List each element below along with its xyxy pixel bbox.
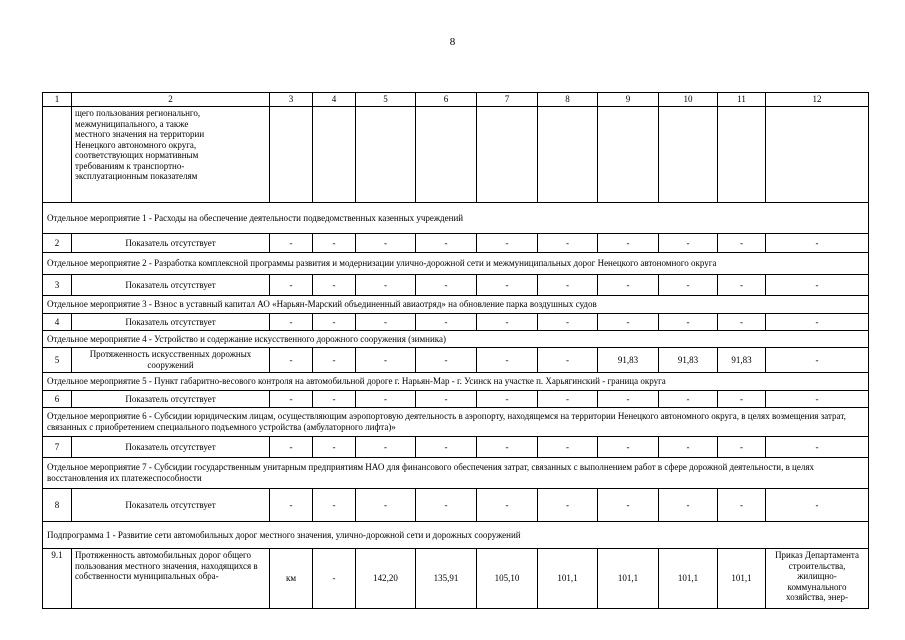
row-number: 7 <box>43 437 72 458</box>
indicator-name: Показатель отсутствует <box>72 391 270 408</box>
value-cell: - <box>416 489 477 522</box>
value-cell: - <box>416 275 477 296</box>
value-cell: - <box>598 275 659 296</box>
header-cell: 12 <box>766 93 869 107</box>
event-title: Отдельное мероприятие 6 - Субсидии юридическим лицам, осуществляющим аэропортовую деятельность в аэропорту, находящемся на территории Ненецкого автономного округа, в целях возмещения затрат, связанных с приобретением специального подъемного устройства (амбулаторного лифта)» <box>43 408 869 437</box>
value-cell: - <box>538 391 598 408</box>
row-number-cell <box>43 107 72 203</box>
empty-cell <box>718 107 766 203</box>
indicator-row <box>43 348 869 373</box>
value-cell: - <box>598 234 659 253</box>
value-cell: - <box>538 314 598 331</box>
event-title-row <box>43 331 869 348</box>
value-cell: - <box>313 314 356 331</box>
value-cell: - <box>416 391 477 408</box>
empty-cell <box>356 107 416 203</box>
row-number: 9.1 <box>43 549 72 609</box>
indicator-row <box>43 489 869 522</box>
value-cell: - <box>598 314 659 331</box>
header-row <box>43 93 869 107</box>
event-title-row <box>43 373 869 391</box>
value-cell: - <box>477 391 538 408</box>
row-number: 6 <box>43 391 72 408</box>
indicator-name: Протяженность автомобильных дорог общего пользования местного значения, находящихся в собственности муниципальных обра- <box>72 549 270 609</box>
value-cell: - <box>416 348 477 373</box>
indicator-name-line: местного значения на территории <box>75 129 205 140</box>
value-cell: - <box>659 391 718 408</box>
event-title: Отдельное мероприятие 2 - Разработка комплексной программы развития и модернизации улично-дорожной сети и межмуниципальных дорог Ненецкого автономного округа <box>43 253 869 275</box>
subprogram-title-row <box>43 522 869 549</box>
value-cell: - <box>313 437 356 458</box>
value-cell: - <box>270 489 313 522</box>
indicator-name-line: требованиям к транспортно- <box>75 160 185 171</box>
value-cell: 101,1 <box>718 549 766 609</box>
value-cell: - <box>356 489 416 522</box>
value-cell: - <box>477 314 538 331</box>
value-cell: 101,1 <box>598 549 659 609</box>
row-number: 2 <box>43 234 72 253</box>
value-cell: - <box>270 234 313 253</box>
value-cell: 101,1 <box>538 549 598 609</box>
event-title-row <box>43 203 869 234</box>
value-cell: - <box>598 437 659 458</box>
indicator-name: Показатель отсутствует <box>72 489 270 522</box>
value-cell: - <box>313 234 356 253</box>
value-cell: - <box>313 489 356 522</box>
value-cell: - <box>270 275 313 296</box>
value-cell: - <box>356 234 416 253</box>
indicator-name-cell <box>72 107 270 203</box>
value-cell: - <box>270 437 313 458</box>
value-cell: - <box>477 275 538 296</box>
empty-cell <box>416 107 477 203</box>
value-cell: - <box>538 348 598 373</box>
value-cell: - <box>356 437 416 458</box>
value-cell: - <box>416 234 477 253</box>
header-cell: 4 <box>313 93 356 107</box>
empty-cell <box>766 107 869 203</box>
value-cell: 91,83 <box>659 348 718 373</box>
indicator-row <box>43 275 869 296</box>
value-cell: - <box>356 314 416 331</box>
empty-cell <box>659 107 718 203</box>
indicator-name: Протяженность искусственных дорожных сооружений <box>72 348 270 373</box>
value-cell: 142,20 <box>356 549 416 609</box>
value-cell: - <box>356 391 416 408</box>
subprogram-title: Подпрограмма 1 - Развитие сети автомобильных дорог местного значения, улично-дорожной сети и дорожных сооружений <box>43 522 869 549</box>
continuation-row <box>43 107 869 203</box>
empty-cell <box>270 107 313 203</box>
value-cell: 91,83 <box>598 348 659 373</box>
event-title: Отдельное мероприятие 1 - Расходы на обеспечение деятельности подведомственных казенных учреждений <box>43 203 869 234</box>
event-title: Отдельное мероприятие 7 - Субсидии государственным унитарным предприятиям НАО для финансового обеспечения затрат, связанных с выполнением работ в сфере дорожной деятельности, в целях восстановления их платежеспособности <box>43 458 869 489</box>
value-cell: - <box>313 348 356 373</box>
header-cell: 7 <box>477 93 538 107</box>
value-cell: - <box>659 314 718 331</box>
row-number: 3 <box>43 275 72 296</box>
event-title: Отдельное мероприятие 4 - Устройство и содержание искусственного дорожного сооружения (зимника) <box>43 331 869 348</box>
value-cell: - <box>766 348 869 373</box>
value-cell: - <box>659 489 718 522</box>
value-cell: - <box>766 234 869 253</box>
value-cell: - <box>766 391 869 408</box>
event-title-row <box>43 458 869 489</box>
header-cell: 3 <box>270 93 313 107</box>
value-cell: - <box>718 489 766 522</box>
indicator-row <box>43 314 869 331</box>
header-cell: 5 <box>356 93 416 107</box>
row-number: 5 <box>43 348 72 373</box>
value-cell: - <box>598 489 659 522</box>
value-cell: - <box>766 437 869 458</box>
value-cell: - <box>313 391 356 408</box>
indicators-table <box>42 92 869 609</box>
value-cell: - <box>659 437 718 458</box>
value-cell: - <box>416 314 477 331</box>
indicator-row <box>43 234 869 253</box>
value-cell: - <box>416 437 477 458</box>
row-number: 8 <box>43 489 72 522</box>
value-cell: - <box>718 391 766 408</box>
note-cell: Приказ Департамента строительства, жилищно-коммунального хозяйства, энер- <box>766 549 869 609</box>
row-number: 4 <box>43 314 72 331</box>
event-title-row <box>43 296 869 314</box>
indicator-name-line: Ненецкого автономного округа, <box>75 139 197 150</box>
header-cell: 8 <box>538 93 598 107</box>
value-cell: - <box>270 314 313 331</box>
value-cell: - <box>766 489 869 522</box>
value-cell: - <box>477 234 538 253</box>
value-cell: - <box>659 234 718 253</box>
header-cell: 11 <box>718 93 766 107</box>
value-cell: - <box>538 234 598 253</box>
header-cell: 6 <box>416 93 477 107</box>
subprogram-indicator-row <box>43 549 869 609</box>
value-cell: - <box>313 549 356 609</box>
event-title: Отдельное мероприятие 5 - Пункт габаритно-весового контроля на автомобильной дороге г. Нарьян-Мар - г. Усинск на участке п. Харьягинский - граница округа <box>43 373 869 391</box>
header-cell: 1 <box>43 93 72 107</box>
value-cell: - <box>356 275 416 296</box>
event-title: Отдельное мероприятие 3 - Взнос в уставный капитал АО «Нарьян-Марский объединенный авиаотряд» на обновление парка воздушных судов <box>43 296 869 314</box>
value-cell: - <box>718 275 766 296</box>
value-cell: - <box>659 275 718 296</box>
value-cell: 105,10 <box>477 549 538 609</box>
page-number: 8 <box>449 36 456 48</box>
value-cell: - <box>718 234 766 253</box>
value-cell: 101,1 <box>659 549 718 609</box>
header-cell: 2 <box>72 93 270 107</box>
indicator-name: Показатель отсутствует <box>72 234 270 253</box>
value-cell: - <box>718 314 766 331</box>
empty-cell <box>538 107 598 203</box>
indicator-name-line: соответствующих нормативным <box>75 150 199 161</box>
header-cell: 10 <box>659 93 718 107</box>
unit-cell: км <box>270 549 313 609</box>
value-cell: 135,91 <box>416 549 477 609</box>
indicator-row <box>43 437 869 458</box>
indicator-name-line: эксплуатационным показателям <box>75 171 198 182</box>
value-cell: - <box>477 437 538 458</box>
value-cell: - <box>598 391 659 408</box>
indicator-name: Показатель отсутствует <box>72 314 270 331</box>
value-cell: - <box>313 275 356 296</box>
value-cell: - <box>356 348 416 373</box>
event-title-row <box>43 408 869 437</box>
value-cell: - <box>538 489 598 522</box>
header-cell: 9 <box>598 93 659 107</box>
value-cell: - <box>718 437 766 458</box>
value-cell: - <box>538 437 598 458</box>
value-cell: - <box>270 348 313 373</box>
empty-cell <box>313 107 356 203</box>
empty-cell <box>477 107 538 203</box>
indicator-name: Показатель отсутствует <box>72 275 270 296</box>
value-cell: - <box>766 275 869 296</box>
indicator-name: Показатель отсутствует <box>72 437 270 458</box>
value-cell: - <box>270 391 313 408</box>
indicator-name-line: щего пользования региональнго, <box>75 108 201 118</box>
value-cell: - <box>477 348 538 373</box>
value-cell: - <box>538 275 598 296</box>
empty-cell <box>598 107 659 203</box>
value-cell: - <box>477 489 538 522</box>
value-cell: - <box>766 314 869 331</box>
indicator-row <box>43 391 869 408</box>
indicator-name-line: межмуниципального, а также <box>75 118 189 129</box>
value-cell: 91,83 <box>718 348 766 373</box>
event-title-row <box>43 253 869 275</box>
